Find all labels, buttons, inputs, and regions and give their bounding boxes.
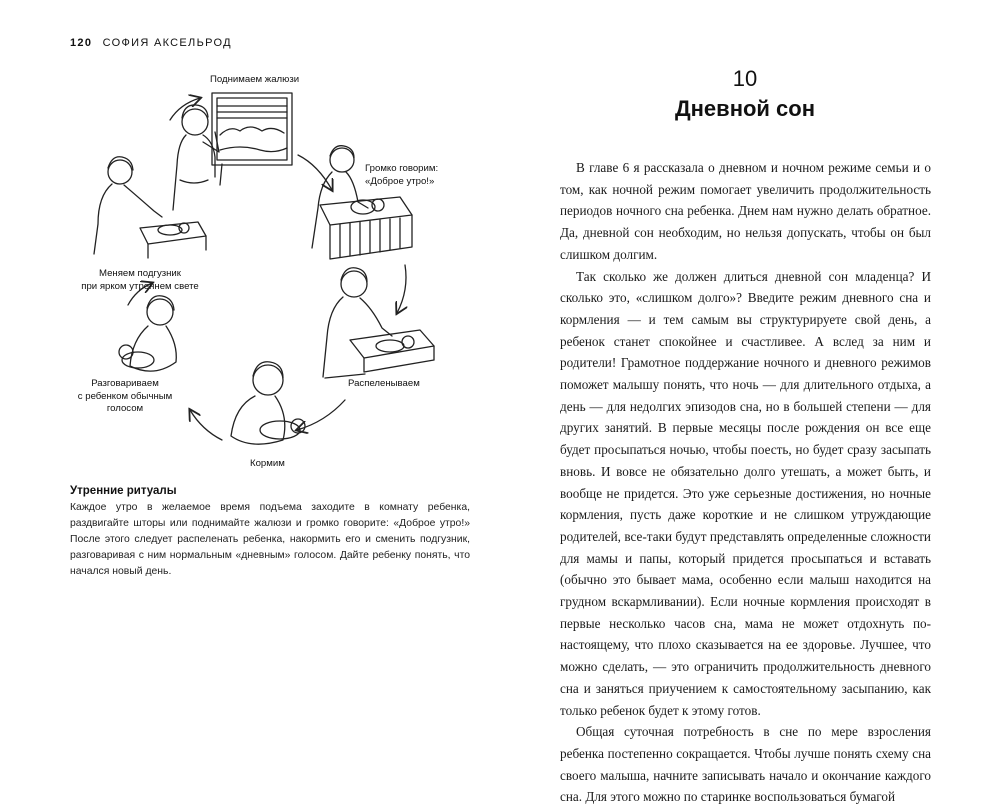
parent-unswaddling-figure [323,268,392,378]
chapter-body [560,157,931,808]
parent-feeding-figure [231,362,305,444]
caption-line: с ребенком обычным [77,390,173,402]
caption-greet [365,163,438,188]
parent-diaper-figure [94,157,206,258]
caption-line: голосом [106,403,144,414]
body-paragraph: Общая суточная потребность в сне по мере взросления ребенка постепенно сокращается. Чтобы лучше понять схему сна своего малыша, начните записывать начало и окончание каждого сна. Для этого можно по старинке воспользоваться бумагой [560,724,931,805]
arrow-icon [190,410,222,440]
caption-line: «Доброе утро!» [365,175,435,187]
chapter-title: Дневной сон [674,96,816,121]
body-paragraph: Так сколько же должен длиться дневной сон младенца? И сколько это, «слишком долго»? Введите режим дневного сна и кормления — и тем самым вы структурируете свой день, а ребенок станет спокойнее и счастливее. А вслед за ним и родители! Грамотное поддержание ночного и дневного режимов поможет малышу понять, что ночь — для длительного отдыха, а день — для недолгих эпизодов сна, но в большей степени — для других занятий. В первые месяцы после рождения он все еще будет просыпаться ночью, чтобы поесть, но будет сразу засыпать вновь. И вовсе не обязательно долго утешать, а может быть, и вообще не придется. Это уже серьезные достижения, но ночные кормления, пусть даже короткие и не слишком утруждающие родителей, все-таки будут представлять определенные сложности для мамы и папы, который придется просыпаться и вставать (обычно это бывает мама, особенно если малыш находится на грудном вскармливании). Если ночные кормления происходят в первые несколько часов сна, мама не может отдохнуть по-настоящему, что плохо сказывается на ее здоровье. Лучшее, что можно сделать, — это ограничить продолжительность дневного сна и заняться приучением к самостоятельному засыпанию, как только ребенок будет к этому готов. [560,268,931,718]
caption-unswaddle: Распеленываем [348,378,420,389]
sidebar-box [70,485,470,580]
running-head [70,37,232,49]
arrow-icon [297,400,345,430]
caption-blinds: Поднимаем жалюзи [210,74,300,85]
chapter-number: 10 [732,66,758,91]
caption-talk [60,378,190,416]
caption-line: Меняем подгузник [99,268,181,279]
body-paragraph: В главе 6 я рассказала о дневном и ночном режиме семьи и о том, как ночной режим помогает увеличить продолжительность периодов ночного сна ребенка. Днем нам нужно делать обратное. Да, дневной сон необходим, но нельзя допускать, чтобы он был слишком долгим. [560,160,931,262]
sidebar-text: Каждое утро в желаемое время подъема заходите в комнату ребенка, раздвигайте шторы или поднимайте жалюзи и громко говорите: «Доброе утро!» После этого следует распеленать ребенка, накормить его и сменить подгузник, разговаривая с ним нормальным «дневным» голосом. Дайте ребенку понять, что начался новый день. [70,502,470,577]
page-number: 120 [70,37,93,49]
caption-line: Громко говорим: [365,163,439,174]
morning-ritual-illustration [60,60,480,485]
caption-line: Разговариваем [91,378,159,389]
window-blinds-icon [212,93,292,185]
arrow-icon [298,155,332,190]
parent-talking-figure [119,296,176,371]
arrow-icon [397,265,406,313]
caption-feed: Кормим [250,458,285,469]
sidebar-title: Утренние ритуалы [70,485,177,497]
caption-line: при ярком утреннем свете [81,280,199,292]
author-name: СОФИЯ АКСЕЛЬРОД [102,37,232,49]
caption-diaper [70,268,210,293]
